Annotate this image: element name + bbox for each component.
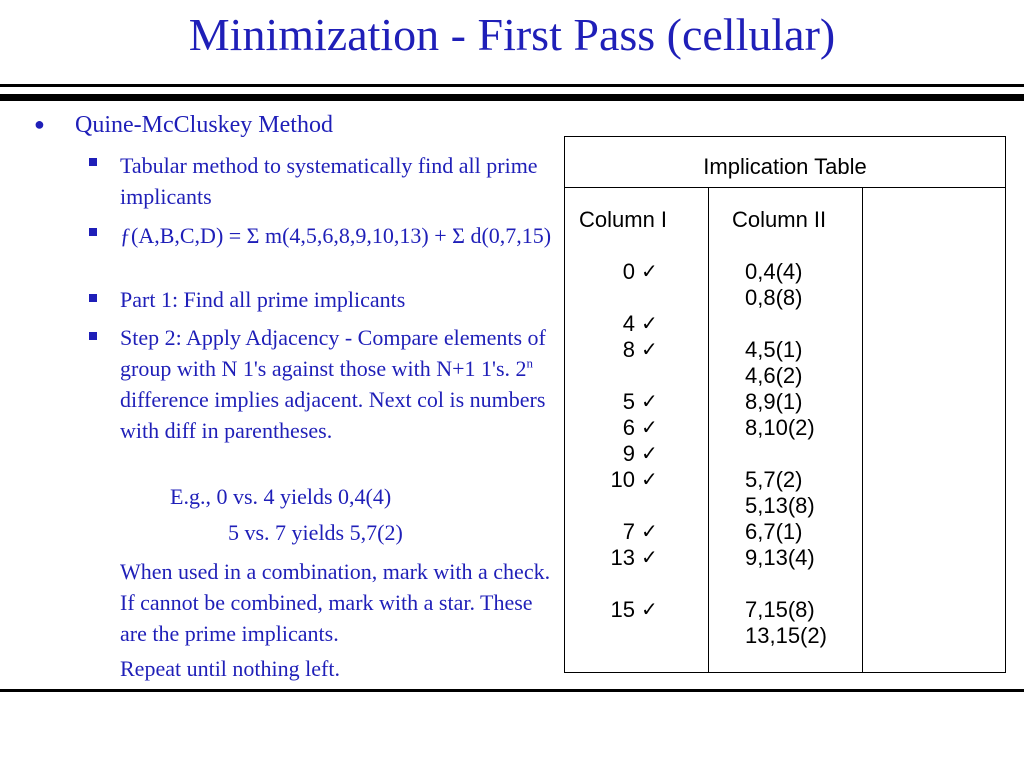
col2-entry: 0,8(8) (745, 285, 803, 310)
col1-entry: 8 (622, 337, 635, 362)
check-icon: ✓ (641, 547, 658, 569)
col2-entry: 5,7(2) (745, 467, 803, 492)
square-bullet-icon (89, 332, 97, 340)
col2-entry: 8,10(2) (745, 415, 815, 440)
square-bullet-icon (89, 294, 97, 302)
step2-text-pre: Step 2: Apply Adjacency - Compare elements of group with N 1's against those with N+1 1's. 2 (120, 325, 546, 381)
table-title: Implication Table (565, 137, 1005, 188)
col2-entry: 8,9(1) (745, 389, 803, 414)
column-ii-header: Column II (732, 207, 827, 232)
check-icon: ✓ (641, 339, 658, 361)
check-icon: ✓ (641, 443, 658, 465)
check-icon: ✓ (641, 469, 658, 491)
col1-entry: 7 (622, 519, 635, 544)
sub-item-tabular: Tabular method to systematically find all prime implicants (120, 153, 538, 209)
sub-item-function: ƒ(A,B,C,D) = Σ m(4,5,6,8,9,10,13) + Σ d(0,7,15) (120, 223, 552, 248)
column-i-header: Column I (579, 207, 668, 232)
check-icon: ✓ (641, 391, 658, 413)
check-icon: ✓ (641, 521, 658, 543)
round-bullet-icon: ● (34, 114, 45, 134)
col2-entry: 0,4(4) (745, 259, 803, 284)
slide-title: Minimization - First Pass (cellular) (188, 9, 836, 60)
implication-table (564, 136, 1006, 673)
col1-entry: 9 (622, 441, 635, 466)
col2-entry: 4,6(2) (745, 363, 803, 388)
column-divider (708, 188, 709, 673)
check-icon: ✓ (641, 417, 658, 439)
check-icon: ✓ (641, 599, 658, 621)
example-line-1: E.g., 0 vs. 4 yields 0,4(4) (170, 484, 392, 509)
example-line-2: 5 vs. 7 yields 5,7(2) (228, 520, 403, 545)
title-rule-thin (0, 84, 1024, 87)
col1-entry: 4 (622, 311, 635, 336)
column-divider (862, 188, 863, 673)
col1-entry: 13 (610, 545, 635, 570)
bullet-main: Quine-McCluskey Method (75, 112, 333, 138)
bottom-rule (0, 689, 1024, 692)
repeat-note: Repeat until nothing left. (120, 656, 340, 681)
col1-entry: 5 (622, 389, 635, 414)
col1-entry: 6 (622, 415, 635, 440)
check-icon: ✓ (641, 313, 658, 335)
col2-entry: 7,15(8) (745, 597, 815, 622)
col2-entry: 4,5(1) (745, 337, 803, 362)
col2-entry: 5,13(8) (745, 493, 815, 518)
title-rule-thick (0, 94, 1024, 101)
col1-entry: 10 (610, 467, 635, 492)
col1-entry: 15 (610, 597, 635, 622)
combination-note: When used in a combination, mark with a check. If cannot be combined, mark with a star. These are the prime implicants. (120, 559, 551, 646)
square-bullet-icon (89, 158, 97, 166)
square-bullet-icon (89, 228, 97, 236)
sub-item-part1: Part 1: Find all prime implicants (120, 287, 406, 312)
col2-entry: 9,13(4) (745, 545, 815, 570)
col2-entry: 6,7(1) (745, 519, 803, 544)
col2-entry: 13,15(2) (745, 623, 827, 648)
step2-text-post: difference implies adjacent. Next col is numbers with diff in parentheses. (120, 387, 546, 443)
check-icon: ✓ (641, 261, 658, 283)
sub-item-step2 (120, 322, 560, 446)
step2-superscript: n (526, 355, 534, 371)
col1-entry: 0 (622, 259, 635, 284)
